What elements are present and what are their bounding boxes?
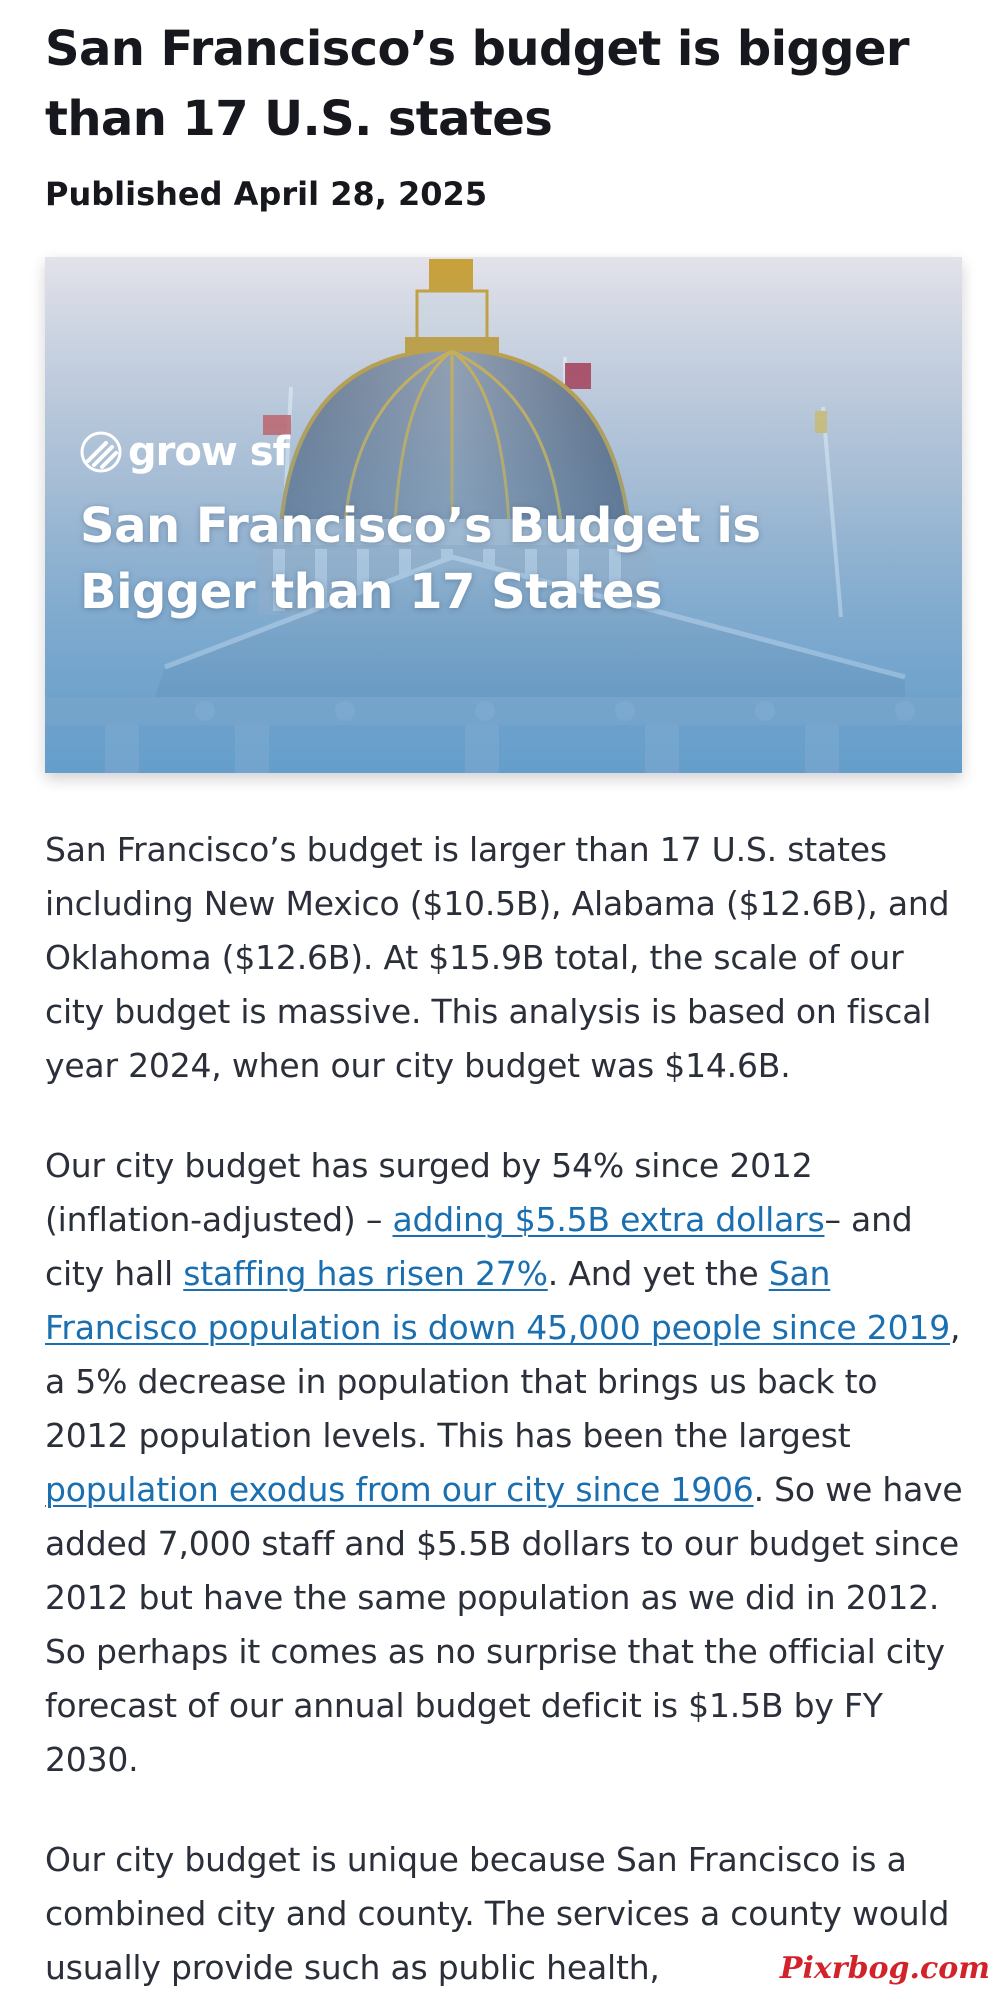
link-population-exodus[interactable]: population exodus from our city since 1906 (45, 1470, 754, 1509)
hero-headline: San Francisco’s Budget is Bigger than 17 States (80, 498, 761, 620)
paragraph-text: Our city budget has surged by 54% since 2012 (inflation-adjusted) – (45, 1146, 813, 1239)
article (45, 0, 963, 1995)
link-staffing-risen[interactable]: staffing has risen 27% (183, 1254, 548, 1293)
paragraph-city-county: Our city budget is unique because San Francisco is a combined city and county. The services a county would usually provide such as public health, (45, 1840, 950, 1987)
link-population-down[interactable]: San Francisco population is down 45,000 people since 2019 (45, 1254, 950, 1347)
article-title: San Francisco’s budget is bigger than 17 U.S. states (45, 21, 909, 147)
paragraph-text: – and city hall (45, 1200, 913, 1293)
paragraph-text: . So we have added 7,000 staff and $5.5B dollars to our budget since 2012 but have the same population as we did in 2012. So perhaps it comes as no surprise that the official city forecast of our annual budget deficit is $1.5B by FY 2030. (45, 1470, 963, 1779)
growsf-logo-icon (80, 431, 122, 473)
growsf-logo (80, 429, 289, 475)
paragraph-text: , a 5% decrease in population that brings us back to 2012 population levels. This has been the largest (45, 1308, 961, 1455)
paragraph-text: . And yet the (547, 1254, 769, 1293)
hero-image (45, 257, 962, 773)
growsf-logo-text: grow sf (128, 429, 289, 475)
paragraph-budget-growth (45, 1139, 963, 1787)
watermark: Pixrbog.com (779, 1951, 990, 1986)
link-adding-5-5b[interactable]: adding $5.5B extra dollars (392, 1200, 825, 1239)
paragraph-budget-comparison: San Francisco’s budget is larger than 17 U.S. states including New Mexico ($10.5B), Alabama ($12.6B), and Oklahoma ($12.6B). At $15.9B total, the scale of our city budget is massive. This analysis is based on fiscal year 2024, when our city budget was $14.6B. (45, 830, 950, 1085)
published-date: Published April 28, 2025 (45, 175, 488, 213)
